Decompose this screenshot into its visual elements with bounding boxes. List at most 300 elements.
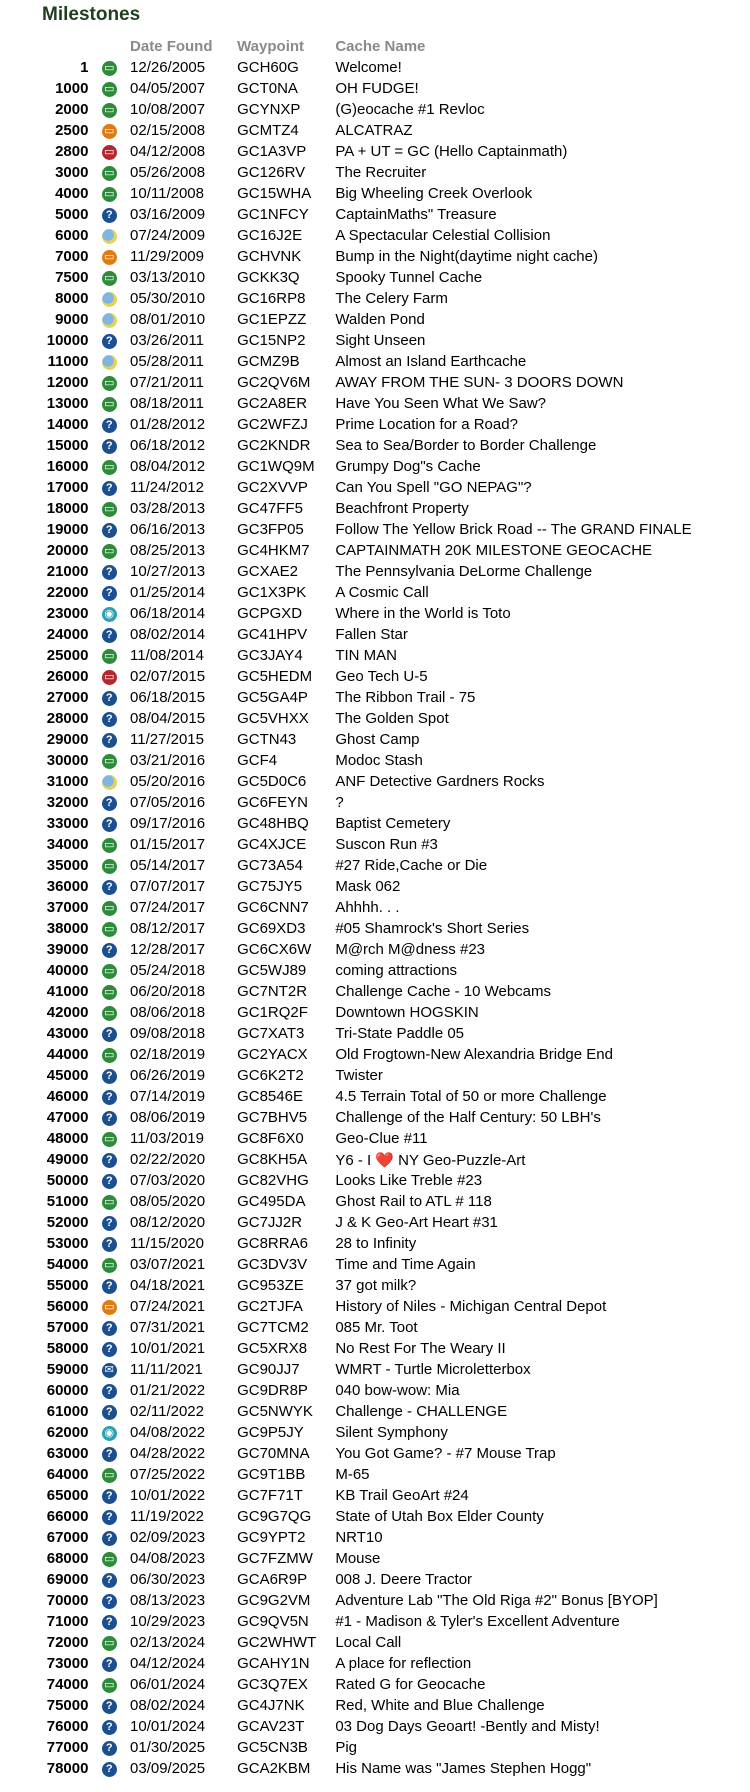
mystery-cache-icon: ? (102, 1447, 117, 1462)
milestone-number: 1 (80, 59, 89, 76)
cache-name-link[interactable]: (G)eocache #1 Revloc (335, 101, 485, 118)
waypoint-link[interactable]: GCAV23T (237, 1718, 305, 1735)
mystery-cache-icon: ? (102, 1321, 117, 1336)
cache-name-link[interactable]: #1 - Madison & Tyler's Excellent Adventure (335, 1613, 620, 1630)
cache-name-link[interactable]: Have You Seen What We Saw? (335, 395, 547, 412)
milestone-number: 7500 (55, 269, 89, 286)
waypoint-link[interactable]: GC15WHA (237, 185, 312, 202)
cache-name-link[interactable]: Old Frogtown-New Alexandria Bridge End (335, 1046, 613, 1063)
waypoint-link[interactable]: GC5CN3B (237, 1739, 308, 1756)
waypoint-link[interactable]: GC6FEYN (237, 794, 308, 811)
date-found: 06/30/2023 (130, 1571, 206, 1588)
milestone-number: 76000 (46, 1718, 89, 1735)
cache-type-cell (88, 435, 130, 456)
waypoint-link[interactable]: GCKK3Q (237, 269, 300, 286)
cache-name-link[interactable]: WMRT - Turtle Microletterbox (335, 1361, 531, 1378)
milestone-number: 8000 (55, 290, 89, 307)
cache-type-cell (88, 267, 130, 288)
milestone-number: 21000 (46, 563, 89, 580)
milestone-number: 34000 (46, 836, 89, 853)
date-found: 05/28/2011 (130, 353, 204, 370)
cache-name-link[interactable]: Grumpy Dog"s Cache (335, 458, 481, 475)
cache-type-cell (88, 939, 130, 960)
cache-name-link[interactable]: Follow The Yellow Brick Road -- The GRAND FINALE (335, 521, 692, 538)
cache-type-cell (88, 1149, 130, 1170)
milestone-number: 23000 (46, 605, 89, 622)
waypoint-link[interactable]: GC6CX6W (237, 941, 312, 958)
cache-name-link[interactable]: A Cosmic Call (335, 584, 429, 601)
waypoint-link[interactable]: GC1NFCY (237, 206, 309, 223)
cache-name-link[interactable]: Time and Time Again (335, 1256, 476, 1273)
cache-name-link[interactable]: Baptist Cemetery (335, 815, 451, 832)
mystery-cache-icon: ? (102, 1531, 117, 1546)
date-found: 01/25/2014 (130, 584, 206, 601)
waypoint-link[interactable]: GC90JJ7 (237, 1361, 300, 1378)
mystery-cache-icon: ? (102, 1153, 117, 1168)
milestone-number: 14000 (46, 416, 89, 433)
cache-name-link[interactable]: Ghost Rail to ATL # 118 (335, 1193, 492, 1210)
waypoint-link[interactable]: GC9DR8P (237, 1382, 308, 1399)
cache-type-cell (88, 771, 130, 792)
cache-type-cell (88, 918, 130, 939)
date-found: 11/19/2022 (130, 1508, 204, 1525)
waypoint-link[interactable]: GC8F6X0 (237, 1130, 304, 1147)
cache-name-link[interactable]: Where in the World is Toto (335, 605, 511, 622)
table-row (30, 813, 750, 834)
waypoint-link[interactable]: GC9QV5N (237, 1613, 309, 1630)
cache-name-link[interactable]: You Got Game? - #7 Mouse Trap (335, 1445, 556, 1462)
waypoint-link[interactable]: GC5D0C6 (237, 773, 307, 790)
cache-name-link[interactable]: State of Utah Box Elder County (335, 1508, 544, 1525)
waypoint-link[interactable]: GCF4 (237, 752, 278, 769)
cache-name-link[interactable]: KB Trail GeoArt #24 (335, 1487, 469, 1504)
milestone-number: 65000 (46, 1487, 89, 1504)
cache-name-link[interactable]: M@rch M@dness #23 (335, 941, 485, 958)
cache-type-cell (88, 1275, 130, 1296)
table-row (30, 1485, 750, 1506)
waypoint-link[interactable]: GC8KH5A (237, 1151, 308, 1168)
cache-name-link[interactable]: #27 Ride,Cache or Die (335, 857, 488, 874)
mystery-cache-icon: ? (102, 880, 117, 895)
cache-name-link[interactable]: 085 Mr. Toot (335, 1319, 418, 1336)
cache-name-link[interactable]: Looks Like Treble #23 (335, 1172, 483, 1189)
cache-name-link[interactable]: Red, White and Blue Challenge (335, 1697, 545, 1714)
cache-name-link[interactable]: Pig (335, 1739, 358, 1756)
cache-name-link[interactable]: The Recruiter (335, 164, 427, 181)
date-found: 08/12/2020 (130, 1214, 206, 1231)
milestone-number: 63000 (46, 1445, 89, 1462)
cache-name-link[interactable]: 28 to Infinity (335, 1235, 417, 1252)
table-row (30, 99, 750, 120)
cache-name-link[interactable]: Challenge of the Half Century: 50 LBH's (335, 1109, 601, 1126)
date-found: 11/29/2009 (130, 248, 204, 265)
waypoint-link[interactable]: GC48HBQ (237, 815, 309, 832)
waypoint-link[interactable]: GCA6R9P (237, 1571, 308, 1588)
cache-name-link[interactable]: Silent Symphony (335, 1424, 448, 1441)
waypoint-link[interactable]: GC1EPZZ (237, 311, 307, 328)
date-found: 04/08/2022 (130, 1424, 206, 1441)
cache-name-link[interactable]: Mask 062 (335, 878, 401, 895)
cache-type-cell (88, 540, 130, 561)
cache-name-link[interactable]: 37 got milk? (335, 1277, 417, 1294)
waypoint-link[interactable]: GC6CNN7 (237, 899, 309, 916)
date-found: 10/01/2024 (130, 1718, 206, 1735)
cache-type-cell (88, 960, 130, 981)
header-date-found: Date Found (130, 38, 213, 55)
cache-name-link[interactable]: The Golden Spot (335, 710, 449, 727)
cache-type-cell (88, 78, 130, 99)
cache-name-link[interactable]: TIN MAN (335, 647, 397, 664)
cache-name-link[interactable]: coming attractions (335, 962, 458, 979)
date-found: 08/01/2010 (130, 311, 206, 328)
waypoint-link[interactable]: GC9G7QG (237, 1508, 312, 1525)
cache-type-cell (88, 1170, 130, 1191)
waypoint-link[interactable]: GCH60G (237, 59, 299, 76)
waypoint-link[interactable]: GC495DA (237, 1193, 306, 1210)
date-found: 10/01/2021 (130, 1340, 206, 1357)
cache-name-link[interactable]: The Pennsylvania DeLorme Challenge (335, 563, 593, 580)
mystery-cache-icon: ? (102, 1279, 117, 1294)
cache-name-link[interactable]: Suscon Run #3 (335, 836, 438, 853)
milestone-number: 56000 (46, 1298, 89, 1315)
waypoint-link[interactable]: GC2WFZJ (237, 416, 308, 433)
cache-name-link[interactable]: Tri-State Paddle 05 (335, 1025, 465, 1042)
mystery-cache-icon: ? (102, 208, 117, 223)
waypoint-link[interactable]: GC7FZMW (237, 1550, 313, 1567)
cache-name-link[interactable]: Big Wheeling Creek Overlook (335, 185, 533, 202)
cache-name-link[interactable]: His Name was "James Stephen Hogg" (335, 1760, 592, 1777)
cache-name-link[interactable]: Rated G for Geocache (335, 1676, 486, 1693)
waypoint-link[interactable]: GC7BHV5 (237, 1109, 308, 1126)
table-row (30, 666, 750, 687)
webcam-cache-icon: ◉ (102, 1426, 117, 1441)
milestone-number: 48000 (46, 1130, 89, 1147)
cache-name-link[interactable]: Sight Unseen (335, 332, 426, 349)
cache-name-link[interactable]: #05 Shamrock's Short Series (335, 920, 530, 937)
waypoint-link[interactable]: GC5HEDM (237, 668, 313, 685)
cache-name-link[interactable]: History of Niles - Michigan Central Depot (335, 1298, 607, 1315)
traditional-cache-icon: ▭ (102, 1006, 117, 1021)
waypoint-link[interactable]: GC2YACX (237, 1046, 308, 1063)
milestone-number: 51000 (46, 1193, 89, 1210)
cache-type-cell (88, 1674, 130, 1695)
cache-name-link[interactable]: The Celery Farm (335, 290, 448, 307)
cache-name-link[interactable]: NRT10 (335, 1529, 383, 1546)
milestone-number: 47000 (46, 1109, 89, 1126)
page-title: Milestones (42, 4, 141, 25)
cache-name-link[interactable]: AWAY FROM THE SUN- 3 DOORS DOWN (335, 374, 624, 391)
traditional-cache-icon: ▭ (102, 1636, 117, 1651)
cache-name-link[interactable]: Local Call (335, 1634, 402, 1651)
table-row (30, 603, 750, 624)
mystery-cache-icon: ? (102, 1069, 117, 1084)
waypoint-link[interactable]: GCPGXD (237, 605, 303, 622)
milestone-number: 73000 (46, 1655, 89, 1672)
waypoint-link[interactable]: GC9YPT2 (237, 1529, 306, 1546)
cache-name-link[interactable]: Downtown HOGSKIN (335, 1004, 479, 1021)
waypoint-link[interactable]: GC3JAY4 (237, 647, 303, 664)
table-row (30, 498, 750, 519)
traditional-cache-icon: ▭ (102, 1552, 117, 1567)
waypoint-link[interactable]: GC6K2T2 (237, 1067, 304, 1084)
cache-type-cell (88, 351, 130, 372)
letterbox-cache-icon: ✉ (102, 1363, 117, 1378)
milestone-number: 39000 (46, 941, 89, 958)
waypoint-link[interactable]: GC5WJ89 (237, 962, 307, 979)
cache-type-cell (88, 1401, 130, 1422)
waypoint-link[interactable]: GC3DV3V (237, 1256, 308, 1273)
milestone-number: 71000 (46, 1613, 89, 1630)
waypoint-link[interactable]: GC7TCM2 (237, 1319, 309, 1336)
waypoint-link[interactable]: GC9P5JY (237, 1424, 304, 1441)
waypoint-link[interactable]: GC82VHG (237, 1172, 309, 1189)
table-row (30, 267, 750, 288)
cache-name-link[interactable]: Bump in the Night(daytime night cache) (335, 248, 598, 265)
cache-type-cell (88, 1569, 130, 1590)
table-row (30, 1401, 750, 1422)
cache-name-link[interactable]: 008 J. Deere Tractor (335, 1571, 473, 1588)
cache-type-cell (88, 183, 130, 204)
traditional-cache-icon: ▭ (102, 460, 117, 475)
date-found: 04/18/2021 (130, 1277, 206, 1294)
cache-type-cell (88, 330, 130, 351)
cache-type-cell (88, 1254, 130, 1275)
milestone-number: 19000 (46, 521, 89, 538)
traditional-cache-icon: ▭ (102, 544, 117, 559)
cache-type-cell (88, 1464, 130, 1485)
table-header-row (30, 36, 750, 57)
cache-name-link[interactable]: Fallen Star (335, 626, 408, 643)
table-row (30, 435, 750, 456)
waypoint-link[interactable]: GCTN43 (237, 731, 297, 748)
milestone-number: 2500 (55, 122, 89, 139)
mystery-cache-icon: ? (102, 691, 117, 706)
table-row (30, 1128, 750, 1149)
cache-name-link[interactable]: ANF Detective Gardners Rocks (335, 773, 545, 790)
cache-name-link[interactable]: J & K Geo-Art Heart #31 (335, 1214, 498, 1231)
cache-name-link[interactable]: Twister (335, 1067, 383, 1084)
cache-type-cell (88, 666, 130, 687)
cache-name-link[interactable]: Welcome! (335, 59, 402, 76)
cache-name-link[interactable]: Sea to Sea/Border to Border Challenge (335, 437, 597, 454)
date-found: 08/18/2011 (130, 395, 204, 412)
table-row (30, 204, 750, 225)
waypoint-link[interactable]: GC1WQ9M (237, 458, 315, 475)
waypoint-link[interactable]: GC7F71T (237, 1487, 303, 1504)
waypoint-link[interactable]: GC41HPV (237, 626, 308, 643)
waypoint-link[interactable]: GC953ZE (237, 1277, 304, 1294)
cache-name-link[interactable]: Adventure Lab "The Old Riga #2" Bonus [BYOP] (335, 1592, 658, 1609)
table-row (30, 141, 750, 162)
waypoint-link[interactable]: GC1RQ2F (237, 1004, 308, 1021)
cache-name-link[interactable]: Geo-Clue #11 (335, 1130, 428, 1147)
traditional-cache-icon: ▭ (102, 502, 117, 517)
cache-type-cell (88, 855, 130, 876)
milestone-number: 4000 (55, 185, 89, 202)
waypoint-link[interactable]: GC4J7NK (237, 1697, 305, 1714)
waypoint-link[interactable]: GC75JY5 (237, 878, 303, 895)
waypoint-link[interactable]: GC16J2E (237, 227, 303, 244)
cache-name-link[interactable]: PA + UT = GC (Hello Captainmath) (335, 143, 568, 160)
waypoint-link[interactable]: GC4XJCE (237, 836, 307, 853)
waypoint-link[interactable]: GC5GA4P (237, 689, 308, 706)
milestone-number: 6000 (55, 227, 89, 244)
table-row (30, 78, 750, 99)
cache-name-link[interactable]: OH FUDGE! (335, 80, 419, 97)
date-found: 10/27/2013 (130, 563, 206, 580)
cache-name-link[interactable]: Ahhhh. . . (335, 899, 400, 916)
waypoint-link[interactable]: GCT0NA (237, 80, 298, 97)
waypoint-link[interactable]: GC2WHWT (237, 1634, 317, 1651)
table-row (30, 1590, 750, 1611)
cache-name-link[interactable]: ALCATRAZ (335, 122, 413, 139)
date-found: 09/17/2016 (130, 815, 206, 832)
waypoint-link[interactable]: GC7JJ2R (237, 1214, 303, 1231)
waypoint-link[interactable]: GC5VHXX (237, 710, 309, 727)
waypoint-link[interactable]: GC3FP05 (237, 521, 304, 538)
waypoint-link[interactable]: GCHVNK (237, 248, 302, 265)
date-found: 03/09/2025 (130, 1760, 206, 1777)
date-found: 02/11/2022 (130, 1403, 204, 1420)
waypoint-link[interactable]: GC70MNA (237, 1445, 310, 1462)
cache-name-link[interactable]: Spooky Tunnel Cache (335, 269, 483, 286)
waypoint-link[interactable]: GCYNXP (237, 101, 301, 118)
table-row (30, 372, 750, 393)
milestone-number: 62000 (46, 1424, 89, 1441)
cache-name-link[interactable]: M-65 (335, 1466, 370, 1483)
cache-name-link[interactable]: Beachfront Property (335, 500, 469, 517)
cache-name-link[interactable]: Y6 - I ❤️ NY Geo-Puzzle-Art (335, 1151, 526, 1169)
cache-name-link[interactable]: Challenge Cache - 10 Webcams (335, 983, 551, 1000)
cache-name-link[interactable]: Modoc Stash (335, 752, 423, 769)
table-row (30, 855, 750, 876)
cache-type-cell (88, 456, 130, 477)
waypoint-link[interactable]: GC4HKM7 (237, 542, 310, 559)
traditional-cache-icon: ▭ (102, 922, 117, 937)
waypoint-link[interactable]: GC2KNDR (237, 437, 311, 454)
cache-name-link[interactable]: 4.5 Terrain Total of 50 or more Challenge (335, 1088, 607, 1105)
milestone-number: 72000 (46, 1634, 89, 1651)
cache-type-cell (88, 1443, 130, 1464)
date-found: 01/30/2025 (130, 1739, 206, 1756)
date-found: 05/14/2017 (130, 857, 206, 874)
traditional-cache-icon: ▭ (102, 1132, 117, 1147)
cache-name-link[interactable]: Almost an Island Earthcache (335, 353, 527, 370)
cache-name-link[interactable]: Walden Pond (335, 311, 425, 328)
cache-name-link[interactable]: Geo Tech U-5 (335, 668, 428, 685)
waypoint-link[interactable]: GC8RRA6 (237, 1235, 308, 1252)
waypoint-link[interactable]: GC9G2VM (237, 1592, 311, 1609)
cache-name-link[interactable]: CaptainMaths" Treasure (335, 206, 497, 223)
waypoint-link[interactable]: GC7XAT3 (237, 1025, 305, 1042)
table-row (30, 162, 750, 183)
cache-name-link[interactable]: 040 bow-wow: Mia (335, 1382, 460, 1399)
date-found: 08/12/2017 (130, 920, 206, 937)
header-icon (88, 36, 130, 57)
waypoint-link[interactable]: GCMZ9B (237, 353, 300, 370)
mystery-cache-icon: ? (102, 1174, 117, 1189)
waypoint-link[interactable]: GC2XVVP (237, 479, 308, 496)
mystery-cache-icon: ? (102, 481, 117, 496)
waypoint-link[interactable]: GC2TJFA (237, 1298, 303, 1315)
waypoint-link[interactable]: GC15NP2 (237, 332, 306, 349)
waypoint-link[interactable]: GC73A54 (237, 857, 303, 874)
milestone-number: 61000 (46, 1403, 89, 1420)
mystery-cache-icon: ? (102, 1111, 117, 1126)
cache-name-link[interactable]: A Spectacular Celestial Collision (335, 227, 551, 244)
table-row (30, 1422, 750, 1443)
date-found: 03/28/2013 (130, 500, 206, 517)
date-found: 02/18/2019 (130, 1046, 206, 1063)
waypoint-link[interactable]: GCMTZ4 (237, 122, 299, 139)
milestone-number: 27000 (46, 689, 89, 706)
date-found: 06/01/2024 (130, 1676, 206, 1693)
waypoint-link[interactable]: GC2A8ER (237, 395, 308, 412)
cache-name-link[interactable]: Prime Location for a Road? (335, 416, 518, 433)
table-row (30, 918, 750, 939)
waypoint-link[interactable]: GC8546E (237, 1088, 303, 1105)
mystery-cache-icon: ? (102, 796, 117, 811)
mystery-cache-icon: ? (102, 1489, 117, 1504)
waypoint-link[interactable]: GC7NT2R (237, 983, 308, 1000)
waypoint-link[interactable]: GC5XRX8 (237, 1340, 308, 1357)
cache-name-link[interactable]: A place for reflection (335, 1655, 472, 1672)
date-found: 04/28/2022 (130, 1445, 206, 1462)
waypoint-link[interactable]: GCXAE2 (237, 563, 298, 580)
milestone-number: 2800 (55, 143, 89, 160)
table-row (30, 246, 750, 267)
cache-name-link[interactable]: 03 Dog Days Geoart! -Bently and Misty! (335, 1718, 600, 1735)
table-row (30, 1338, 750, 1359)
cache-name-link[interactable]: Challenge - CHALLENGE (335, 1403, 508, 1420)
waypoint-link[interactable]: GC1X3PK (237, 584, 307, 601)
cache-name-link[interactable]: Mouse (335, 1550, 381, 1567)
waypoint-link[interactable]: GC16RP8 (237, 290, 306, 307)
milestone-number: 35000 (46, 857, 89, 874)
date-found: 10/11/2008 (130, 185, 204, 202)
date-found: 08/06/2018 (130, 1004, 206, 1021)
milestone-number: 66000 (46, 1508, 89, 1525)
mystery-cache-icon: ? (102, 1594, 117, 1609)
waypoint-link[interactable]: GC9T1BB (237, 1466, 306, 1483)
waypoint-link[interactable]: GCA2KBM (237, 1760, 311, 1777)
cache-type-cell (88, 1548, 130, 1569)
waypoint-link[interactable]: GC69XD3 (237, 920, 306, 937)
earth-cache-icon (102, 775, 117, 790)
cache-name-link[interactable]: Can You Spell "GO NEPAG"? (335, 479, 532, 496)
waypoint-link[interactable]: GC1A3VP (237, 143, 307, 160)
date-found: 08/04/2015 (130, 710, 206, 727)
waypoint-link[interactable]: GC47FF5 (237, 500, 303, 517)
waypoint-link[interactable]: GC3Q7EX (237, 1676, 308, 1693)
mystery-cache-icon: ? (102, 565, 117, 580)
cache-name-link[interactable]: The Ribbon Trail - 75 (335, 689, 476, 706)
date-found: 07/24/2009 (130, 227, 206, 244)
cache-name-link[interactable]: ? (335, 794, 344, 811)
waypoint-link[interactable]: GC5NWYK (237, 1403, 313, 1420)
cache-name-link[interactable]: No Rest For The Weary II (335, 1340, 506, 1357)
cache-name-link[interactable]: Ghost Camp (335, 731, 420, 748)
cache-type-cell (88, 624, 130, 645)
date-found: 09/08/2018 (130, 1025, 206, 1042)
waypoint-link[interactable]: GC2QV6M (237, 374, 311, 391)
cache-name-link[interactable]: CAPTAINMATH 20K MILESTONE GEOCACHE (335, 542, 653, 559)
waypoint-link[interactable]: GCAHY1N (237, 1655, 310, 1672)
milestone-number: 40000 (46, 962, 89, 979)
waypoint-link[interactable]: GC126RV (237, 164, 306, 181)
table-row (30, 1716, 750, 1737)
milestone-number: 75000 (46, 1697, 89, 1714)
